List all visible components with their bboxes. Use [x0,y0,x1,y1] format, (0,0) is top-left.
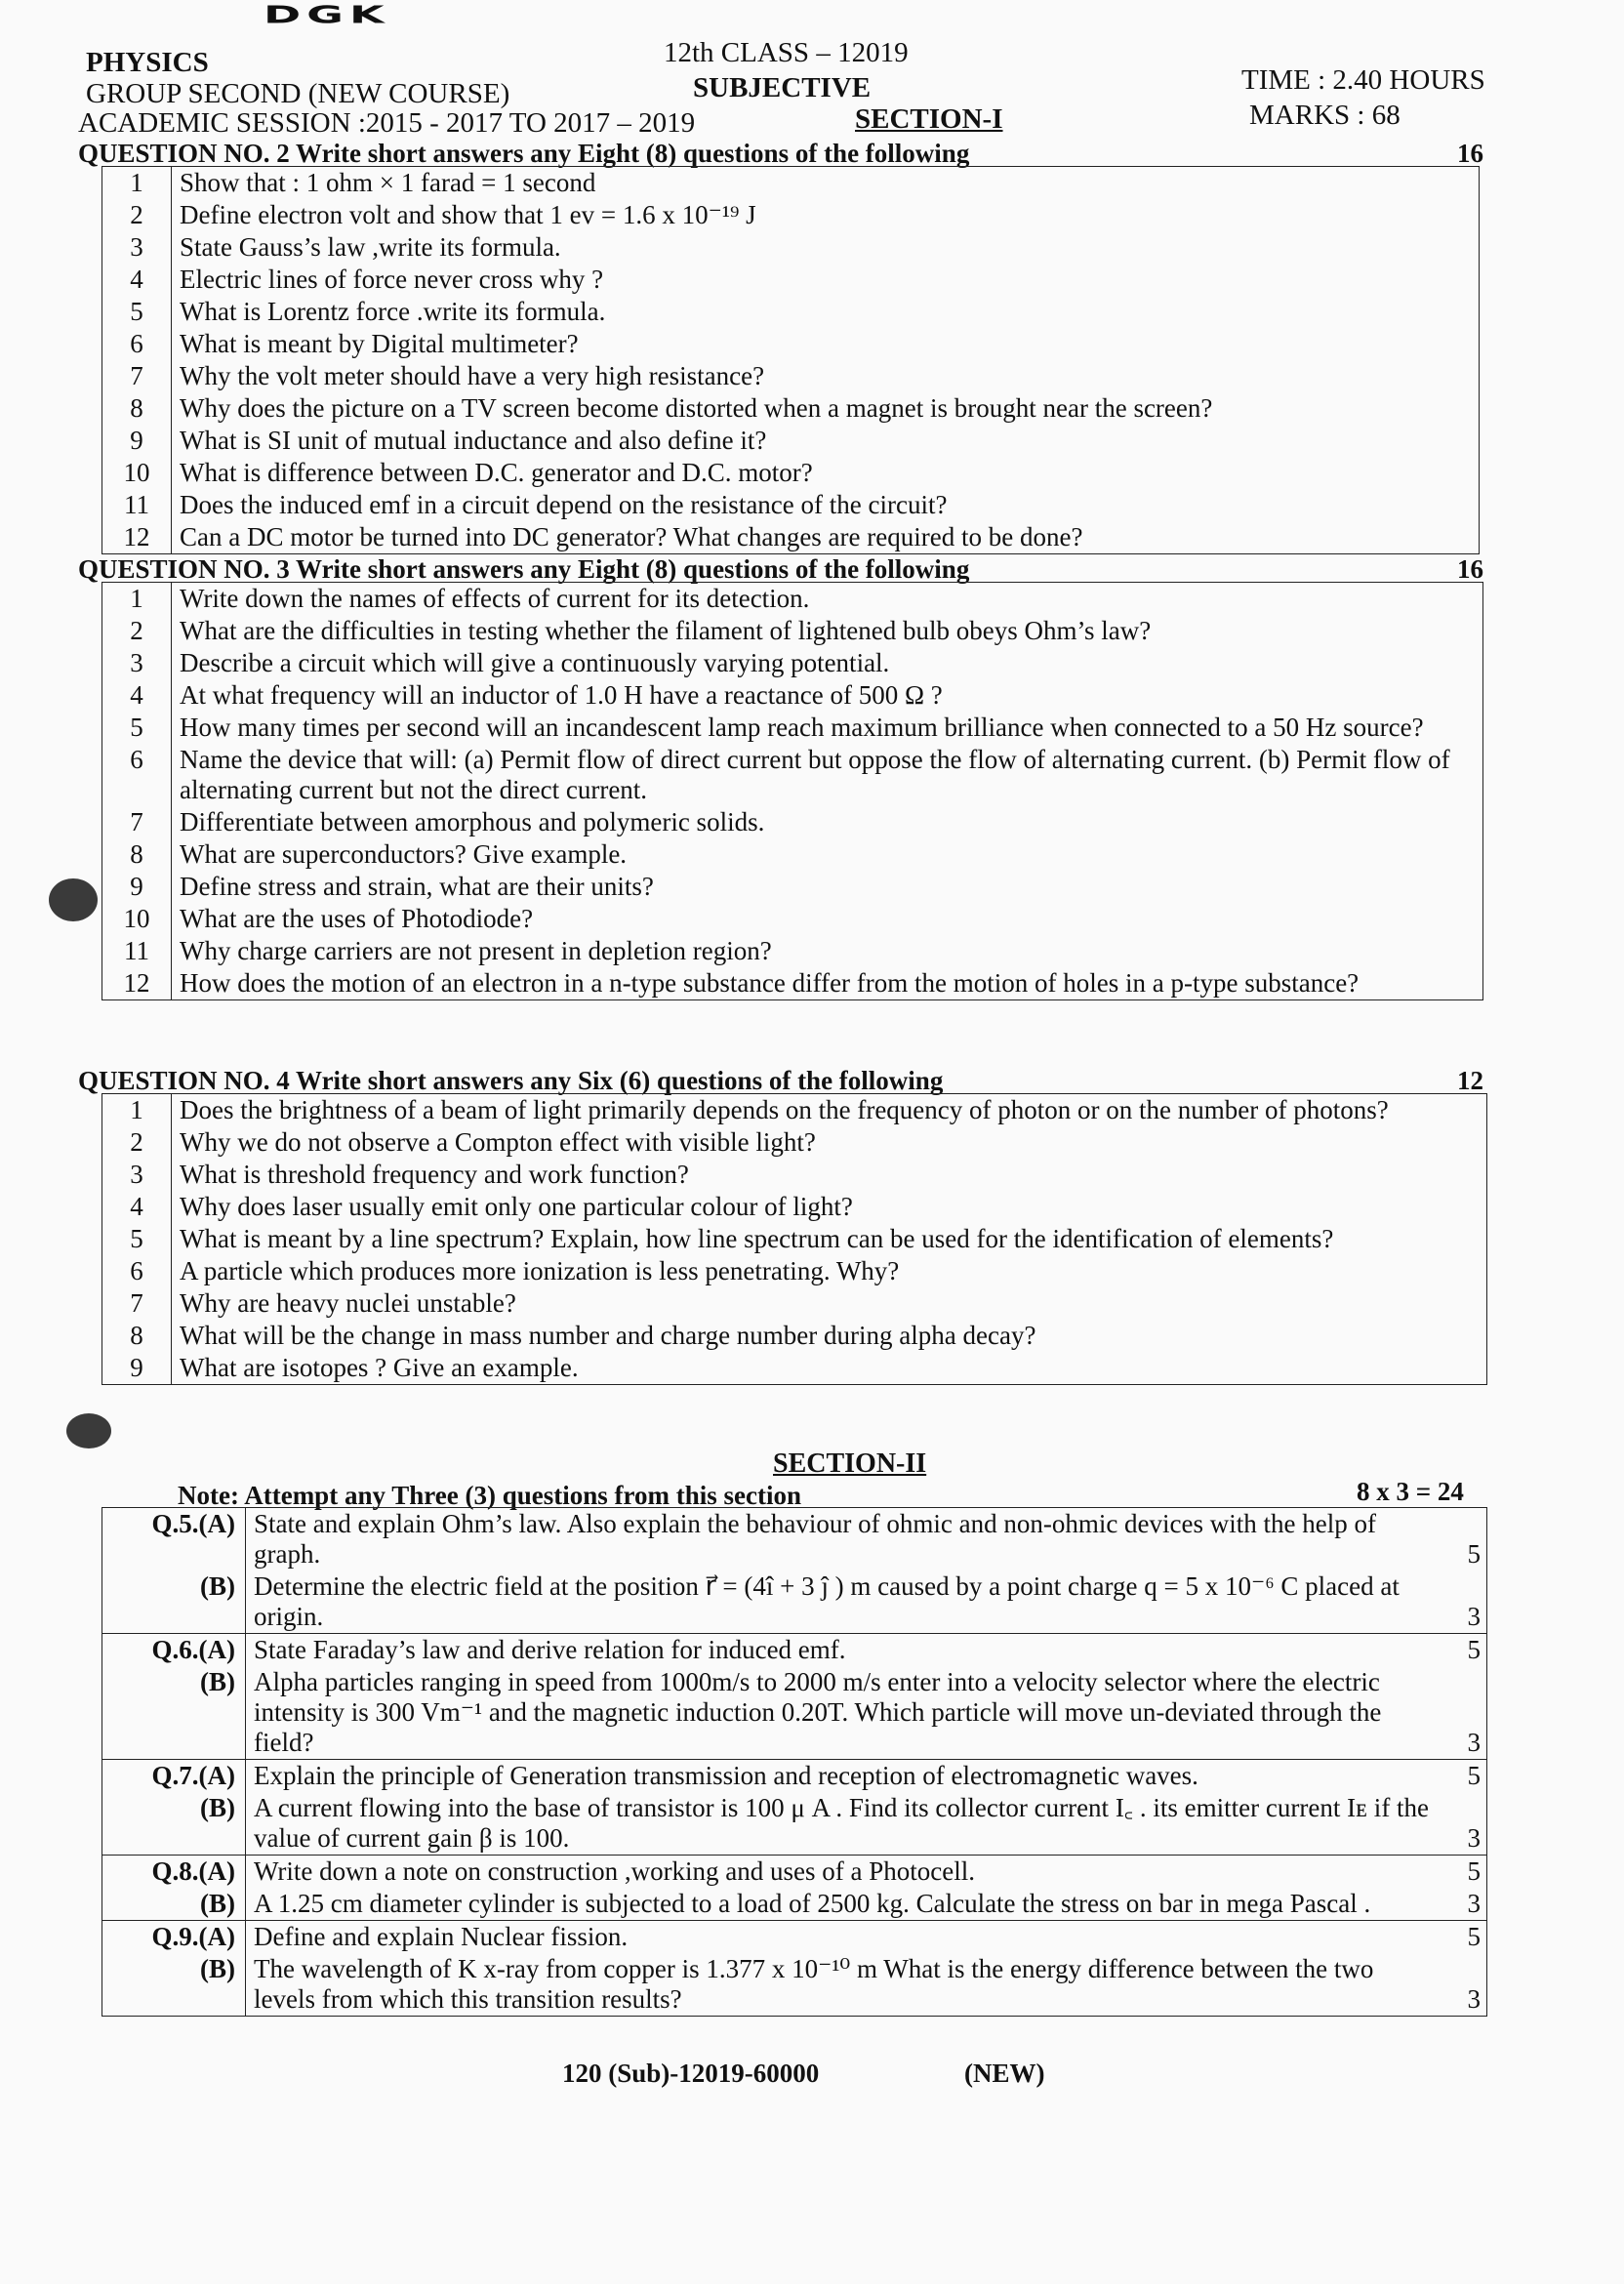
q3-item-text: How many times per second will an incandescent lamp reach maximum brilliance when connected to a 50 Hz source? [172,712,1483,744]
session-label: ACADEMIC SESSION :2015 - 2017 TO 2017 – 2019 [78,107,696,139]
q2-item [102,328,1480,360]
q4-item-number: 2 [102,1126,172,1159]
q3-item-number: 3 [102,647,172,679]
group-label: GROUP SECOND (NEW COURSE) [86,78,510,109]
q3-item [102,615,1483,647]
q2-item-number: 7 [102,360,172,392]
q4-item [102,1255,1487,1287]
q3-item-number: 5 [102,712,172,744]
section-two-question [102,1953,1487,2017]
q3-item [102,967,1483,1000]
q2-item [102,231,1480,264]
section-two-question [102,1508,1487,1571]
q3-item-number: 8 [102,838,172,871]
question-label: Q.9.(A) [102,1921,246,1954]
q4-item-number: 9 [102,1352,172,1385]
subject-title: PHYSICS [86,47,209,78]
section-two-question [102,1888,1487,1921]
q2-table [102,166,1480,554]
q4-item-text: Does the brightness of a beam of light primarily depends on the frequency of photon or on the number of photons? [172,1094,1487,1127]
q2-item-text: Does the induced emf in a circuit depend on the resistance of the circuit? [172,489,1480,521]
question-text: Write down a note on construction ,working and uses of a Photocell. [246,1856,1450,1889]
question-text: The wavelength of K x-ray from copper is 1.377 x 10⁻¹⁰ m What is the energy difference between the two levels from which this transition results? [246,1953,1450,2017]
q3-item-text: At what frequency will an inductor of 1.0 H have a reactance of 500 Ω ? [172,679,1483,712]
q4-item [102,1094,1487,1127]
footer-code: 120 (Sub)-12019-60000 [562,2059,820,2088]
q3-item [102,679,1483,712]
q3-item-text: What are superconductors? Give example. [172,838,1483,871]
q2-item-number: 6 [102,328,172,360]
q3-item [102,647,1483,679]
q3-item-text: What are the difficulties in testing whether the filament of lightened bulb obeys Ohm’s law? [172,615,1483,647]
q2-item [102,457,1480,489]
punch-hole-mark [66,1413,111,1448]
q3-item-number: 7 [102,806,172,838]
question-marks: 5 [1449,1634,1487,1667]
question-marks: 3 [1449,1953,1487,2017]
q3-item [102,871,1483,903]
q3-item [102,744,1483,806]
q4-item [102,1126,1487,1159]
q3-item-text: How does the motion of an electron in a n-type substance differ from the motion of holes in a p-type substance? [172,967,1483,1000]
q4-heading [78,1066,1483,1096]
question-label: Q.8.(A) [102,1856,246,1889]
q3-item-text: Write down the names of effects of current for its detection. [172,583,1483,616]
section-two-question [102,1570,1487,1634]
q2-item-number: 5 [102,296,172,328]
question-text: Define and explain Nuclear fission. [246,1921,1450,1954]
q4-item [102,1287,1487,1320]
q3-item-number: 2 [102,615,172,647]
q4-item-number: 5 [102,1223,172,1255]
question-marks: 3 [1449,1570,1487,1634]
q2-item-number: 9 [102,425,172,457]
class-label: 12th CLASS – 12019 [664,37,909,68]
section-two-title: SECTION-II [773,1448,927,1479]
q4-item-number: 3 [102,1159,172,1191]
q3-item-text: Define stress and strain, what are their units? [172,871,1483,903]
question-marks: 3 [1449,1666,1487,1760]
q4-item-text: A particle which produces more ionization is less penetrating. Why? [172,1255,1487,1287]
question-marks: 5 [1449,1760,1487,1793]
paper-type: SUBJECTIVE [693,72,872,103]
question-label: Q.5.(A) [102,1508,246,1571]
q2-item [102,199,1480,231]
section-two-note: Note: Attempt any Three (3) questions from this section [178,1481,801,1510]
question-label: Q.6.(A) [102,1634,246,1667]
question-marks: 5 [1449,1921,1487,1954]
question-label: (B) [102,1792,246,1856]
q2-item-text: Define electron volt and show that 1 ev = 1.6 x 10⁻¹⁹ J [172,199,1480,231]
q4-item [102,1191,1487,1223]
q4-item-text: What are isotopes ? Give an example. [172,1352,1487,1385]
q4-item [102,1352,1487,1385]
q2-item-number: 2 [102,199,172,231]
q3-heading [78,554,1483,585]
q3-item-text: Why charge carriers are not present in depletion region? [172,935,1483,967]
question-marks: 3 [1449,1888,1487,1921]
section-two-question [102,1856,1487,1889]
section-two-question [102,1666,1487,1760]
q2-item-text: Why the volt meter should have a very high resistance? [172,360,1480,392]
q3-item [102,806,1483,838]
q4-item-number: 4 [102,1191,172,1223]
q2-item-text: Why does the picture on a TV screen become distorted when a magnet is brought near the screen? [172,392,1480,425]
q3-item-number: 12 [102,967,172,1000]
question-text: State Faraday’s law and derive relation for induced emf. [246,1634,1450,1667]
q3-table [102,582,1483,1000]
question-label: (B) [102,1570,246,1634]
question-marks: 5 [1449,1508,1487,1571]
question-text: A current flowing into the base of transistor is 100 μ A . Find its collector current I꜀ . its emitter current Iᴇ if the value of current gain β is 100. [246,1792,1450,1856]
question-text: Explain the principle of Generation transmission and reception of electromagnetic waves. [246,1760,1450,1793]
q3-item-number: 4 [102,679,172,712]
q4-item [102,1159,1487,1191]
q2-item-number: 1 [102,167,172,200]
q3-item-number: 11 [102,935,172,967]
q4-item [102,1320,1487,1352]
q4-item-text: What is threshold frequency and work function? [172,1159,1487,1191]
section-two-question [102,1792,1487,1856]
section-two-question [102,1634,1487,1667]
q4-item-number: 6 [102,1255,172,1287]
q3-item [102,838,1483,871]
q2-item [102,360,1480,392]
q3-item-text: Differentiate between amorphous and polymeric solids. [172,806,1483,838]
q2-item [102,425,1480,457]
section-one-title: SECTION-I [855,103,1003,135]
q3-item-number: 9 [102,871,172,903]
q4-item-number: 7 [102,1287,172,1320]
section-two-question [102,1760,1487,1793]
q3-item [102,583,1483,616]
q4-item-text: What is meant by a line spectrum? Explain, how line spectrum can be used for the identification of elements? [172,1223,1487,1255]
q3-item-number: 6 [102,744,172,806]
q3-item-number: 1 [102,583,172,616]
marks-label: MARKS : 68 [1249,100,1401,131]
q2-item [102,264,1480,296]
q2-item-number: 11 [102,489,172,521]
section-two-marks: 8 x 3 = 24 [1357,1477,1464,1506]
question-marks: 5 [1449,1856,1487,1889]
question-text: State and explain Ohm’s law. Also explain the behaviour of ohmic and non-ohmic devices with the help of graph. [246,1508,1450,1571]
q4-item-text: What will be the change in mass number and charge number during alpha decay? [172,1320,1487,1352]
q3-item-text: What are the uses of Photodiode? [172,903,1483,935]
section-two-question [102,1921,1487,1954]
question-text: A 1.25 cm diameter cylinder is subjected to a load of 2500 kg. Calculate the stress on bar in mega Pascal . [246,1888,1450,1921]
time-label: TIME : 2.40 HOURS [1241,64,1485,96]
q3-item [102,935,1483,967]
q4-item-number: 1 [102,1094,172,1127]
q4-item-text: Why we do not observe a Compton effect with visible light? [172,1126,1487,1159]
q2-item [102,489,1480,521]
q2-item-text: Can a DC motor be turned into DC generator? What changes are required to be done? [172,521,1480,554]
q3-item-text: Name the device that will: (a) Permit flow of direct current but oppose the flow of alternating current. (b) Permit flow of alternating current but not the direct current. [172,744,1483,806]
q2-marks: 16 [1457,139,1483,168]
q2-item-text: What is SI unit of mutual inductance and also define it? [172,425,1480,457]
question-marks: 3 [1449,1792,1487,1856]
question-label: (B) [102,1953,246,2017]
q2-item-text: What is meant by Digital multimeter? [172,328,1480,360]
q2-item [102,296,1480,328]
question-label: (B) [102,1888,246,1921]
q4-title: QUESTION NO. 4 Write short answers any Six (6) questions of the following [78,1066,944,1095]
section-two-table [102,1507,1487,2017]
q3-item [102,903,1483,935]
scan-fragment-text: DGK [264,0,390,29]
question-label: Q.7.(A) [102,1760,246,1793]
q2-item [102,167,1480,200]
q4-item-text: Why does laser usually emit only one particular colour of light? [172,1191,1487,1223]
question-text: Determine the electric field at the position r⃗ = (4î + 3 ĵ ) m caused by a point charge q = 5 x 10⁻⁶ C placed at origin. [246,1570,1450,1634]
q2-item-text: What is Lorentz force .write its formula. [172,296,1480,328]
footer-tag: (NEW) [964,2059,1045,2088]
question-text: Alpha particles ranging in speed from 1000m/s to 2000 m/s enter into a velocity selector where the electric intensity is 300 Vm⁻¹ and the magnetic induction 0.20T. Which particle will move un-deviated through the field? [246,1666,1450,1760]
q2-heading [78,139,1483,169]
q2-item-text: State Gauss’s law ,write its formula. [172,231,1480,264]
q4-item-text: Why are heavy nuclei unstable? [172,1287,1487,1320]
q4-marks: 12 [1457,1066,1483,1095]
q2-item-number: 10 [102,457,172,489]
q3-item [102,712,1483,744]
q3-title: QUESTION NO. 3 Write short answers any Eight (8) questions of the following [78,554,970,584]
q2-item-number: 4 [102,264,172,296]
q2-item-number: 8 [102,392,172,425]
q2-item-number: 3 [102,231,172,264]
question-label: (B) [102,1666,246,1760]
q2-item-number: 12 [102,521,172,554]
q2-item [102,521,1480,554]
q2-title: QUESTION NO. 2 Write short answers any Eight (8) questions of the following [78,139,970,168]
q2-item-text: Show that : 1 ohm × 1 farad = 1 second [172,167,1480,200]
q2-item-text: What is difference between D.C. generator and D.C. motor? [172,457,1480,489]
q4-table [102,1093,1487,1385]
q4-item-number: 8 [102,1320,172,1352]
q2-item-text: Electric lines of force never cross why ? [172,264,1480,296]
q3-marks: 16 [1457,554,1483,584]
q3-item-number: 10 [102,903,172,935]
q4-item [102,1223,1487,1255]
punch-hole-mark [49,878,98,921]
q2-item [102,392,1480,425]
q3-item-text: Describe a circuit which will give a continuously varying potential. [172,647,1483,679]
